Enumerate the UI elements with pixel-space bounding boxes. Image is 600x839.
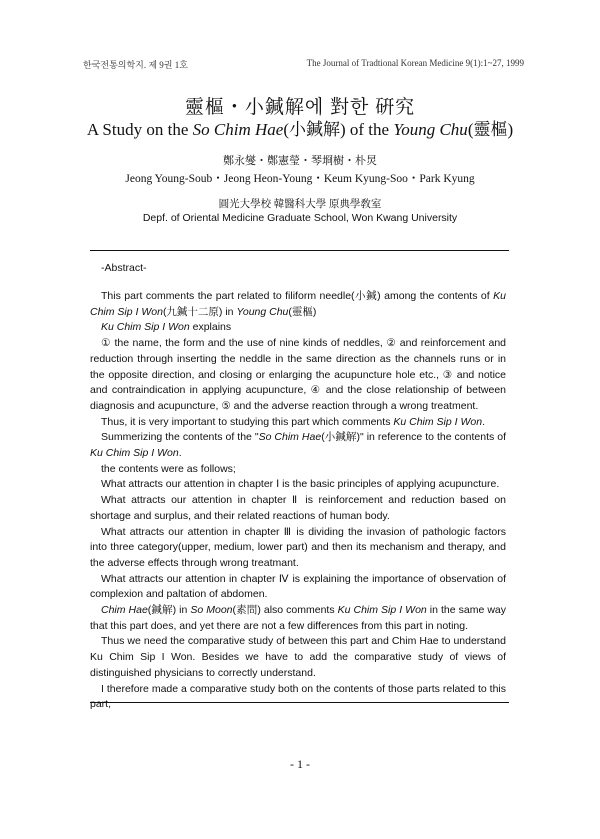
abstract-paragraph [90, 415, 506, 431]
text-run: explains [189, 321, 232, 334]
abstract-paragraph: What attracts our attention in chapter Ⅰ is the basic principles of applying acupuncture. [101, 478, 500, 491]
text-run: . [482, 415, 485, 428]
text-run: (九鍼十二原) in [162, 305, 237, 318]
title-en-so-chim-hae: So Chim Hae [192, 120, 284, 139]
title-en-young-chu: Young Chu [393, 120, 468, 139]
abstract-paragraph: I therefore made a comparative study both on the contents of those parts related to this part, [90, 682, 506, 711]
title-en-so-chim-hae-cn: (小鍼解) [283, 120, 346, 139]
text-run: in the same way that this part does, and yet there are not a few differences from this part in noting. [90, 604, 506, 632]
abstract-paragraph [90, 430, 506, 461]
abstract-paragraph: What attracts our attention in chapter Ⅳ is explaining the importance of observation of complexion and paltation of abdomen. [90, 572, 506, 601]
affiliation-english: Depf. of Oriental Medicine Graduate School, Won Kwang University [142, 212, 458, 224]
running-header-right: The Journal of Tradtional Korean Medicine 9(1):1~27, 1999 [306, 58, 524, 68]
text-run: (靈樞) [288, 305, 317, 318]
title-en-of-the: of the [345, 120, 394, 139]
text-run-italic: So Chim Hae [258, 431, 322, 444]
abstract-paragraph: Thus we need the comparative study of between this part and Chim Hae to understand Ku Chim Sip I Won. Besides we have to add the comparative study of views of distinguished physicians to correctly understand. [90, 635, 506, 679]
abstract-body [90, 289, 506, 713]
text-run-italic: Chim Hae [101, 604, 148, 617]
title-english [0, 115, 600, 140]
abstract-paragraph: the contents were as follows; [101, 462, 236, 475]
page-number: - 1 - [290, 757, 310, 771]
text-run-italic: So Moon [190, 604, 233, 617]
affiliation-chinese: 圓光大學校 韓醫科大學 原典學敎室 [218, 199, 382, 210]
text-run-italic: Ku Chim Sip I Won [90, 290, 506, 318]
abstract-top-rule [90, 250, 509, 251]
abstract-paragraph: What attracts our attention in chapter Ⅲ is dividing the invasion of pathologic factors into three category(upper, medium, lower part) and then its mechanism and therapy, and the adverse effects through wrong treatmant. [90, 525, 506, 569]
title-korean: 靈樞・小鍼解에 對한 硏究 [184, 97, 416, 118]
title-en-young-chu-cn: (靈樞) [467, 120, 514, 139]
text-run-italic: Ku Chim Sip I Won [90, 447, 179, 460]
abstract-paragraph: What attracts our attention in chapter Ⅱ is reinforcement and reduction based on shortage and surplus, and their related reactions of human body. [90, 494, 506, 522]
abstract-paragraph [90, 289, 506, 320]
title-en-prefix: A Study on the [86, 120, 193, 139]
authors-chinese: 鄭永燮・鄭憲瑩・琴埛樹・朴炅 [223, 155, 377, 167]
text-run-italic: Young Chu [236, 305, 289, 318]
abstract-label: -Abstract- [101, 262, 147, 274]
text-run: (素問) also comments [232, 604, 338, 617]
abstract-paragraph [90, 603, 506, 634]
text-run: (鍼解) in [147, 604, 191, 617]
abstract-paragraph [90, 320, 506, 336]
text-run-italic: Ku Chim Sip I Won [393, 415, 483, 428]
text-run: . [178, 447, 182, 460]
abstract-bottom-rule [90, 702, 509, 703]
text-run: (小鍼解)" in reference to the contents of [321, 431, 506, 444]
authors-english: Jeong Young-Soub・Jeong Heon-Young・Keum Kyung-Soo・Park Kyung [125, 173, 475, 185]
running-header-left: 한국전통의학지. 제 9권 1호 [83, 60, 188, 70]
text-run: Thus, it is very important to studying this part which comments [101, 415, 394, 428]
text-run-italic: Ku Chim Sip I Won [337, 604, 427, 617]
abstract-paragraph: ① the name, the form and the use of nine kinds of neddles, ② and reinforcement and reduction through inserting the neddle in the same direction as the channels runs or in the opposite direction, and closing or enlarging the acupuncture hole etc., ③ and notice and contraindication in applying acupuncture, ④ and the close relationship of between diagnosis and acupuncture, ⑤ and the adverse reaction through a wrong treatment. [90, 337, 506, 412]
text-run: Summerizing the contents of the " [101, 431, 259, 444]
text-run: This part comments the part related to filiform needle(小鍼) among the contents of [101, 290, 494, 302]
text-run-italic: Ku Chim Sip I Won [101, 321, 190, 334]
